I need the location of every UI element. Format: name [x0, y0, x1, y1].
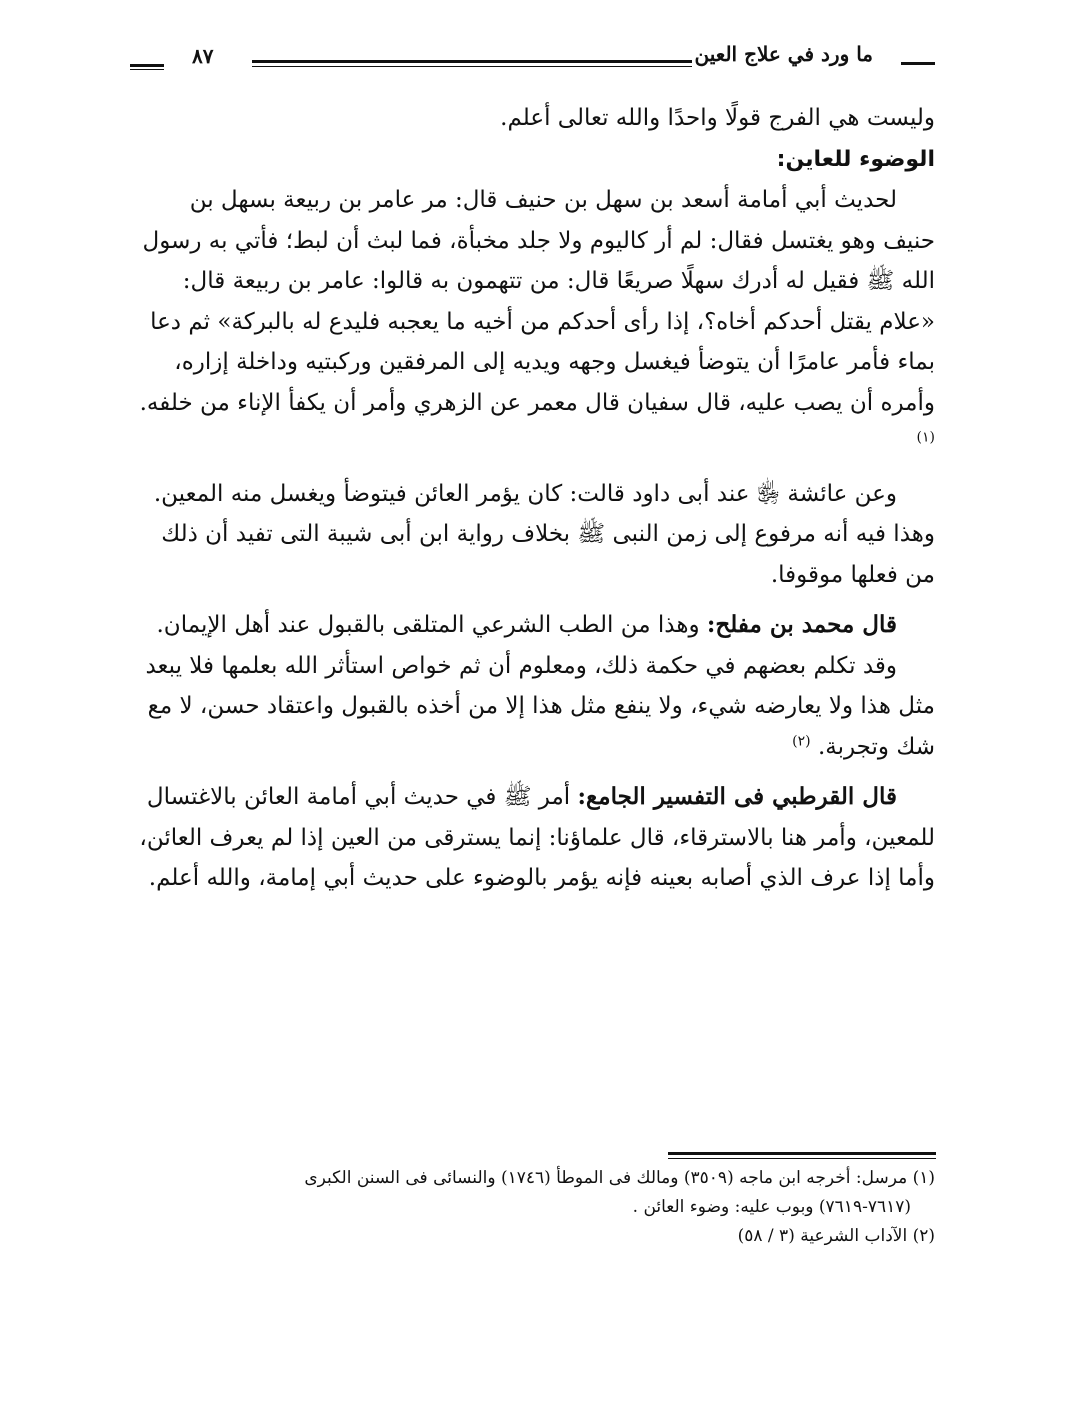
header-dash-left-thin — [130, 69, 164, 70]
paragraph-3: وعن عائشة ﵂ عند أبى داود قالت: كان يؤمر العائن فيتوضأ ويغسل منه المعين. وهذا فيه أنه مرفوع إلى زمن النبى ﷺ بخلاف رواية ابن أبى شيبة التى تفيد أن ذلك من فعلها موقوفا. — [153, 480, 935, 588]
header-rule — [252, 60, 692, 63]
paragraph-1: وليست هي الفرج قولًا واحدًا والله تعالى أعلم. — [500, 105, 935, 131]
footnote-separator-thin — [668, 1158, 936, 1159]
paragraph-4-lead: قال محمد بن مفلح: — [706, 611, 897, 638]
paragraph-2 — [135, 180, 935, 464]
paragraph-4-text: وهذا من الطب الشرعي المتلقى بالقبول عند أهل الإيمان. — [156, 612, 707, 638]
running-title: ما ورد في علاج العين — [694, 42, 873, 66]
section-heading-text: الوضوء للعاين: — [776, 146, 935, 172]
paragraph-6-text: أمر ﷺ في حديث أبي أمامة العائن بالاغتسال للمعين، وأمر هنا بالاسترقاء، قال علماؤنا: إنما يسترقى من العين إذا لم يعرف العائن، وأما إذا عرف الذي أصابه بعينه فإنه يؤمر بالوضوء على حديث أبي إمامة، والله أعلم. — [139, 784, 935, 891]
section-heading — [135, 139, 935, 181]
footnote-ref-2[interactable]: (٢) — [792, 732, 811, 749]
paragraph-2-text: لحديث أبي أمامة أسعد بن سهل بن حنيف قال: مر عامر بن ربيعة بسهل بن حنيف وهو يغتسل فقال: لم أر كاليوم ولا جلد مخبأة، فما لبث أن لبط؛ فأتي به رسول الله ﷺ فقيل له أدرك سهلًا صريعًا قال: من تتهمون به قالوا: عامر بن ربيعة قال: «علام يقتل أحدكم أخاه؟، إذا رأى أحدكم من أخيه ما يعجبه فليدع له بالبركة» ثم دعا بماء فأمر عامرًا أن يتوضأ فيغسل وجهه ويديه إلى المرفقين وركبتيه وداخلة إزاره، وأمره أن يصب عليه، قال سفيان قال معمر عن الزهري وأمر أن يكفأ الإناء من خلفه. — [139, 187, 935, 416]
footnote-1-continuation: (٧٦١٧-٧٦١٩) وبوب عليه: وضوء العائن . — [632, 1197, 911, 1217]
header-dash-right — [901, 62, 935, 65]
paragraph-4 — [135, 605, 935, 646]
footnote-2: (٢) الآداب الشرعية (٣ / ٥٨) — [737, 1226, 935, 1246]
header-rule-thin — [252, 66, 692, 67]
footnote-ref-1[interactable]: (١) — [916, 429, 935, 446]
footnote-1: (١) مرسل: أخرجه ابن ماجه (٣٥٠٩) ومالك فى الموطأ (١٧٤٦) والنسائى فى السنن الكبرى — [304, 1168, 935, 1188]
paragraph-5 — [135, 646, 935, 768]
paragraph-5-text: وقد تكلم بعضهم في حكمة ذلك، ومعلوم أن ثم خواص استأثر الله بعلمها فلا يبعد مثل هذا ولا يعارضه شيء، ولا ينفع مثل هذا إلا من أخذه بالقبول واعتقاد حسن، لا مع شك وتجربة. — [145, 652, 935, 760]
footnote-separator — [668, 1152, 936, 1155]
footnotes — [135, 1164, 935, 1251]
main-text — [135, 98, 935, 899]
page-number: ٨٧ — [192, 44, 214, 68]
header-dash-left — [130, 64, 164, 67]
paragraph-6 — [135, 777, 935, 899]
paragraph-6-lead: قال القرطبي فى التفسير الجامع: — [577, 783, 897, 810]
running-header — [130, 36, 935, 76]
